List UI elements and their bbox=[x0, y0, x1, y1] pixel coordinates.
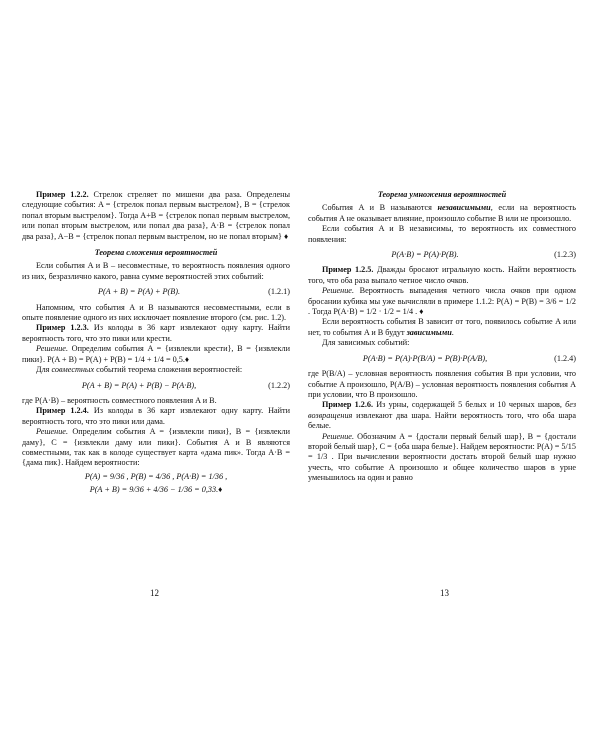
solution-label: Решение. bbox=[322, 431, 354, 441]
heading-multiplication-theorem: Теорема умножения вероятностей bbox=[377, 190, 507, 199]
example-1-2-3 bbox=[22, 323, 290, 344]
example-1-2-4 bbox=[22, 406, 290, 427]
example-label: Пример 1.2.2. bbox=[36, 190, 89, 199]
equation-1-2-4 bbox=[308, 354, 576, 364]
equation-formula: P(A + B) = P(A) + P(B). bbox=[97, 287, 181, 297]
example-1-2-6: Пример 1.2.6. Из урны, содержащей 5 белых и 10 черных шаров, без возвращения извлекают два шара. Найти вероятность того, что оба шара белые. bbox=[308, 400, 577, 431]
solution-label: Решение. bbox=[322, 286, 354, 296]
equation-1-2-1 bbox=[22, 287, 290, 297]
dependent-text: Для зависимых событий: bbox=[322, 338, 410, 348]
compatible-term: совместных bbox=[51, 365, 95, 375]
independent-text: Если события A и B независимы, то вероятность их совместного появления: bbox=[308, 224, 576, 244]
page-number-left: 12 bbox=[150, 588, 159, 598]
heading-addition-theorem: Теорема сложения вероятностей bbox=[94, 248, 218, 258]
equation-formula: P(A·B) = P(A)·P(B). bbox=[391, 250, 459, 260]
right-page bbox=[308, 190, 576, 484]
equation-1-2-3 bbox=[308, 250, 576, 260]
example-text: Стрелок стреляет по мишени два раза. Определены следующие события: A = {стрелок попал первым выстрелом}, B = {стрелок попал вторым выстрелом}. Тогда A+B = {стрелок попал первым выстрелом, или попал вторым выстрелом, или попал два раза}, A·B = {стрелок попал два раза}, A−B = {стрелок попал первым выстрелом, но не попал вторым} ♦ bbox=[22, 190, 290, 241]
incompatible-definition: Напомним, что события A и B называются несовместными, если в опыте появление одного из них исключает появление второго (см. рис. 1.2). bbox=[22, 302, 290, 323]
solution-text: Вероятность выпадения четного числа очков при одном бросании кубика мы уже вычисляли в примере 1.1.2: P(A) = P(B) = 3/6 = 1/2 . Тогда P(A·B) = 1/2 · 1/2 = 1/4 . ♦ bbox=[308, 286, 576, 317]
calculation-line-2: P(A + B) = 9/36 + 4/36 − 1/36 = 0,33.♦ bbox=[89, 485, 223, 495]
joint-probability-note: где P(A·B) – вероятность совместного появления A и B. bbox=[22, 395, 217, 405]
conditional-probability-note: где P(B/A) – условная вероятность появления события B при условии, что событие A произошло, P(A/B) – условная вероятность появления события A при условии, что B произошло. bbox=[308, 369, 576, 399]
example-text: Из колоды в 36 карт извлекают одну карту. Найти вероятность того, что это пики или крести. bbox=[22, 323, 290, 343]
solution-1-2-5 bbox=[308, 286, 576, 317]
equation-1-2-2 bbox=[22, 381, 290, 391]
compatible-events-text: Для совместных событий теорема сложения вероятностей: bbox=[36, 365, 243, 375]
example-text: Дважды бросают игральную кость. Найти вероятность того, что оба раза выпало четное число очков. bbox=[308, 265, 576, 285]
calculation-line-1: P(A) = 9/36 , P(B) = 4/36 , P(A·B) = 1/36 , bbox=[84, 471, 228, 481]
solution-1-2-3 bbox=[22, 344, 290, 365]
dependent-term: зависимыми bbox=[406, 327, 452, 337]
solution-text: Определим события A = {извлекли крести}, B = {извлекли пики}. P(A + B) = P(A) + P(B) = 1/4 + 1/4 = 0,5.♦ bbox=[22, 344, 290, 364]
equation-number: (1.2.1) bbox=[268, 287, 290, 297]
example-text: Из колоды в 36 карт извлекают одну карту. Найти вероятность того, что это пики или дама. bbox=[22, 406, 290, 426]
dependent-definition: Если вероятность события B зависит от того, появилось событие A или нет, то события A и B будут зависимыми. bbox=[308, 317, 576, 337]
equation-number: (1.2.2) bbox=[268, 380, 290, 390]
solution-label: Решение. bbox=[36, 344, 68, 354]
example-label: Пример 1.2.5. bbox=[322, 265, 374, 275]
solution-1-2-4 bbox=[22, 427, 290, 469]
solution-text: Обозначим A = {достали первый белый шар}, B = {достали второй белый шар}, C = {оба шара белые}. Найдем вероятности: P(A) = 5/15 = 1/3 . При вычислении вероятности достать второй белый шар нужно учесть, что событие A произошло и общее количество шаров в урне уменьшилось на один и равно bbox=[308, 431, 576, 483]
example-1-2-2 bbox=[22, 190, 290, 242]
example-label: Пример 1.2.4. bbox=[36, 406, 89, 416]
equation-formula: P(A + B) = P(A) + P(B) − P(A·B), bbox=[81, 380, 197, 390]
solution-text: Определим события A = {извлекли пики}, B = {извлекли даму}, C = {извлекли даму или пики}. События A и B являются совместными, так как в колоде существует карта «дама пик». Тогда A·B = {дама пик}. Найдем вероятности: bbox=[22, 427, 290, 468]
solution-1-2-6 bbox=[308, 432, 576, 484]
left-page bbox=[22, 190, 290, 499]
equation-number: (1.2.3) bbox=[554, 250, 576, 260]
example-label: Пример 1.2.6. bbox=[322, 400, 374, 410]
example-1-2-5 bbox=[308, 265, 576, 286]
addition-theorem-text: Если события A и B – несовместные, то вероятность появления одного из них, безразлично какого, равна сумме вероятностей этих событий: bbox=[22, 261, 290, 281]
independent-term: независимыми bbox=[437, 203, 491, 213]
page-number-right: 13 bbox=[440, 588, 449, 598]
equation-number: (1.2.4) bbox=[554, 353, 576, 363]
independent-definition: События A и B называются независимыми, если на вероятность события A не оказывает влияние, произошло событие B или не произошло. bbox=[308, 203, 576, 223]
solution-label: Решение. bbox=[36, 427, 68, 437]
without-return-term: без возвращения bbox=[308, 400, 577, 420]
example-label: Пример 1.2.3. bbox=[36, 323, 89, 333]
equation-formula: P(A·B) = P(A)·P(B/A) = P(B)·P(A/B), bbox=[362, 353, 488, 363]
